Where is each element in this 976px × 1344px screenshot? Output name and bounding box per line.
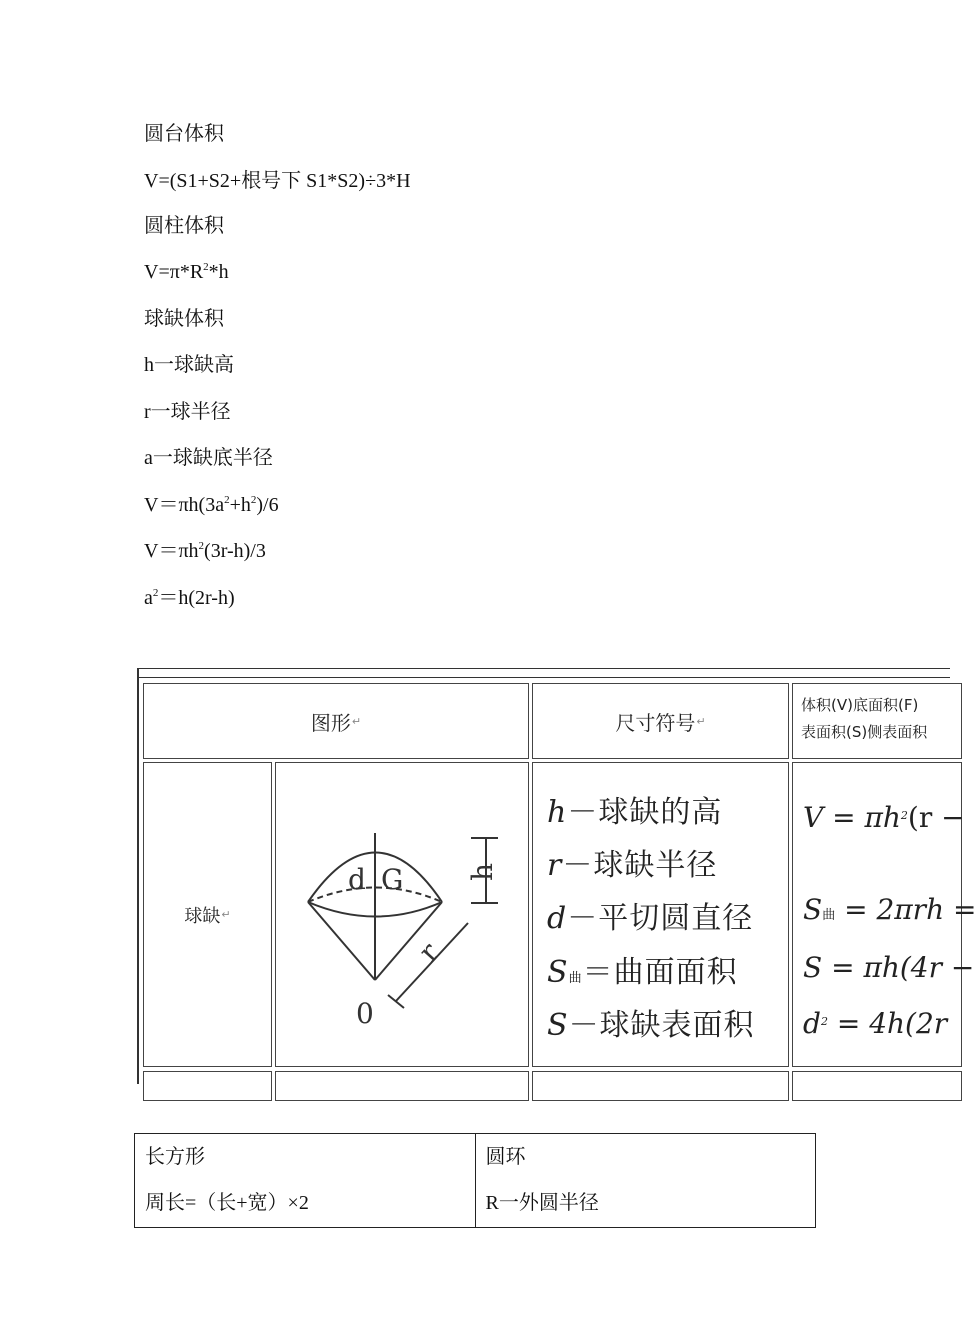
figure-top-border [137, 668, 950, 669]
row-label-segment: 球缺 ↵ [143, 762, 272, 1067]
next-row-cell-1 [143, 1071, 272, 1101]
def-r: r一球半径 [144, 401, 231, 423]
formula-s-curved: S曲 = 2πrh = [803, 893, 976, 926]
table-cell-annulus [475, 1134, 816, 1228]
label-g: G [381, 863, 404, 896]
title-frustum-volume: 圆台体积 [144, 123, 224, 145]
next-row-cell-3 [532, 1071, 789, 1101]
title-segment-volume: 球缺体积 [144, 308, 224, 330]
diagram-cell [275, 762, 529, 1067]
header-formulas: 体积(V)底面积(F) 表面积(S)侧表面积 [792, 683, 962, 759]
rectangle-title: 长方形 [145, 1146, 205, 1168]
next-row-cell-2 [275, 1071, 529, 1101]
label-o: 0 [356, 997, 374, 1030]
formula-segment-3: $a^2=h(2r-h)$ [144, 587, 235, 609]
symbol-s: S－球缺表面积 [547, 1008, 755, 1043]
symbols-cell [532, 762, 789, 1067]
rectangle-perimeter: 周长=（长+宽）×2 [145, 1192, 309, 1214]
def-h: h一球缺高 [144, 354, 234, 376]
figure-left-border [137, 668, 139, 1084]
annulus-title: 圆环 [485, 1146, 526, 1168]
formula-cylinder: $V=\pi*R^2*h$ [144, 261, 229, 283]
annulus-outer-radius: R一外圆半径 [485, 1192, 599, 1214]
r-tick-bottom [388, 995, 404, 1008]
formula-d: $d^2 = 4h(2r$ [803, 1007, 948, 1040]
formula-segment-2: $V=\pi h^2(3r-h)/3$ [144, 540, 266, 562]
symbol-s-curved: S曲＝曲面面积 [547, 955, 738, 990]
symbol-d: d－平切圆直径 [547, 901, 754, 936]
header-symbols: 尺寸符号 ↵ [532, 683, 789, 759]
label-d: d [348, 863, 366, 896]
figure-top-border-2 [137, 677, 950, 678]
formula-s: S = πh(4r − [803, 951, 975, 984]
formula-segment-1: $V=\pi h(3a^2+h^2)/6$ [144, 494, 279, 516]
formulas-cell [792, 762, 976, 1067]
spherical-segment-diagram [276, 763, 530, 1068]
table-cell-rectangle [135, 1134, 476, 1228]
shapes-table [134, 1133, 816, 1228]
formula-v: $V = \pi h^2(r$ − [803, 801, 965, 834]
title-cylinder-volume: 圆柱体积 [144, 215, 224, 237]
def-a: a一球缺底半径 [144, 447, 273, 469]
next-row-cell-4 [792, 1071, 962, 1101]
header-shape: 图形 ↵ [143, 683, 529, 759]
symbol-h: h－球缺的高 [547, 795, 723, 830]
label-h: h [466, 862, 499, 881]
spherical-segment-figure [137, 668, 976, 1084]
label-r: r [411, 935, 446, 969]
formula-frustum: V=(S1+S2+根号下 S1*S2)÷3*H [144, 170, 411, 192]
symbol-r: r－球缺半径 [547, 848, 718, 883]
